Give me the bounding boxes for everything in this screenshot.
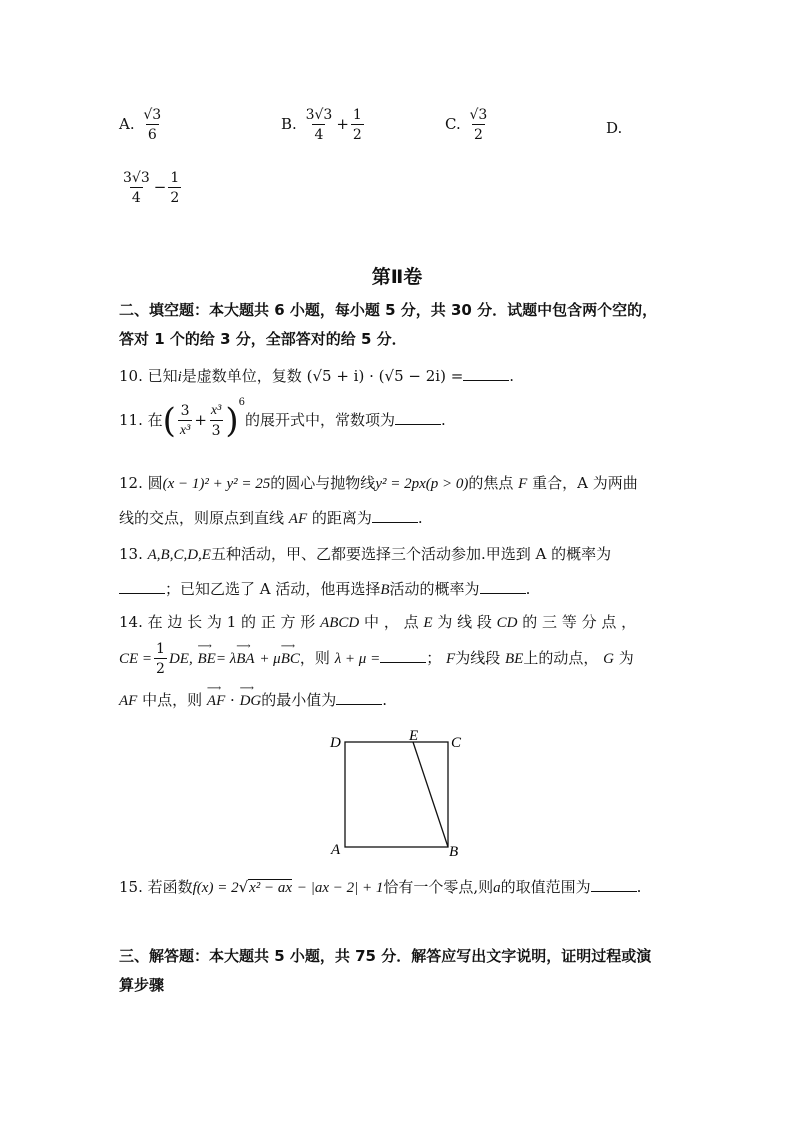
q10-paren-left2: ( — [378, 367, 385, 385]
option-b-label: B. — [281, 115, 297, 133]
q14-BE2: BE — [504, 651, 524, 667]
option-d-denominator: 4 — [130, 187, 143, 205]
q11-end: . — [440, 411, 446, 429]
q14-text7: 上的动点， — [523, 649, 599, 667]
q14-vec-BA — [236, 641, 255, 669]
q10-paren-right: ) — [358, 367, 365, 385]
vector-arrow-icon: ⟶ — [197, 641, 213, 652]
option-b-fraction2 — [351, 108, 364, 142]
option-b-numerator2: 1 — [352, 107, 362, 123]
option-c-fraction — [468, 108, 490, 142]
q13-answer-blank1[interactable] — [119, 579, 165, 594]
q11-prefix: 11. 在 — [119, 411, 163, 429]
q14-BA: BA — [236, 651, 255, 667]
q12-AF: AF — [288, 511, 308, 527]
q10-dot: · — [369, 367, 374, 385]
q14-CE: CE = — [119, 651, 153, 667]
segment-BE — [413, 742, 448, 847]
option-c-numerator: √3 — [469, 107, 488, 123]
q15-f: f(x) = 2 — [192, 880, 239, 896]
option-a-label: A. — [119, 115, 135, 133]
fill-heading-line2: 答对 1 个的给 3 分，全部答对的给 5 分． — [119, 330, 407, 348]
question-12-line2 — [119, 508, 423, 529]
q12-parabola-equation: y² = 2px(p > 0) — [375, 476, 469, 492]
q14-semicolon: ； — [426, 649, 442, 667]
option-a-fraction — [141, 108, 163, 142]
q10-equals: = — [450, 367, 464, 385]
q12-text5: 的距离为 — [311, 509, 372, 527]
q10-answer-blank[interactable] — [463, 366, 509, 381]
q15-rest: − |ax − 2| + 1 — [296, 880, 384, 896]
option-d-denominator2: 2 — [168, 187, 181, 205]
q12-text2: 的焦点 — [468, 474, 514, 492]
option-a-numerator: √3 — [143, 107, 162, 123]
q15-suffix: 的取值范围为 — [500, 878, 591, 896]
q13-text2: ；已知乙选了 A 活动，他再选择 — [165, 580, 381, 598]
q14-vec-DG — [239, 683, 262, 711]
question-14-line3 — [119, 683, 388, 711]
q11-num1: 3 — [180, 403, 190, 419]
q11-answer-blank[interactable] — [395, 410, 441, 425]
option-d-label: D. — [606, 119, 623, 137]
q13-text3: 活动的概率为 — [389, 580, 480, 598]
option-c — [445, 108, 491, 142]
option-d-numerator2: 1 — [170, 170, 180, 186]
q11-den1: x³ — [178, 420, 192, 438]
option-d-numerator: 3√3 — [123, 170, 150, 186]
vector-arrow-icon: ⟶ — [206, 683, 223, 694]
q15-end: . — [636, 878, 642, 896]
solve-heading-line1: 三、解答题：本大题共 5 小题，共 75 分．解答应写出文字说明，证明过程或演 — [119, 947, 652, 965]
q14-lambda-mu: λ + μ = — [334, 651, 381, 667]
q10-expr1: √5 + i — [312, 367, 359, 385]
q14-text6: 为线段 — [455, 649, 501, 667]
q13-vars: A,B,C,D,E — [147, 547, 211, 563]
q14-text1: 14. 在 边 长 为 1 的 正 方 形 — [119, 613, 316, 631]
question-13-line1 — [119, 544, 611, 565]
square-ABCD — [345, 742, 448, 847]
q14-vec-AF — [206, 683, 226, 711]
q14-answer-blank2[interactable] — [336, 690, 382, 705]
option-d-fraction2 — [168, 171, 181, 205]
q14-vec-BE — [197, 641, 216, 669]
option-d — [119, 171, 183, 205]
square-figure — [320, 725, 480, 865]
option-d-fraction1 — [121, 171, 152, 205]
label-E: E — [409, 728, 419, 744]
q12-text3: 重合，A 为两曲 — [532, 474, 638, 492]
q11-suffix: 的展开式中，常数项为 — [244, 411, 395, 429]
question-13-line2 — [119, 579, 530, 600]
question-15 — [119, 877, 641, 898]
q11-paren-right: ) — [225, 401, 239, 441]
q10-prefix: 10. 已知 — [119, 367, 178, 385]
q14-answer-blank1[interactable] — [380, 648, 426, 663]
label-C: C — [451, 735, 462, 751]
option-c-denominator: 2 — [472, 124, 485, 142]
fill-heading-line1: 二、填空题：本大题共 6 小题，每小题 5 分，共 30 分．试题中包含两个空的， — [119, 301, 658, 319]
q11-plus: + — [194, 411, 207, 429]
q14-eq2: = λ — [215, 651, 237, 667]
q15-radicand: x² − ax — [249, 880, 293, 896]
label-A: A — [331, 842, 341, 858]
vector-arrow-icon: ⟶ — [280, 641, 297, 652]
q11-frac1 — [178, 404, 192, 438]
q13-end: . — [525, 580, 531, 598]
q14-G: G — [603, 651, 614, 667]
q14-F: F — [446, 651, 456, 667]
q15-mid: 恰有一个零点,则 — [383, 878, 494, 896]
option-b-denominator: 4 — [312, 124, 325, 142]
q13-B: B — [380, 582, 390, 598]
q11-frac2 — [209, 404, 223, 438]
q14-text2: 中 ， 点 — [364, 613, 419, 631]
option-a — [119, 108, 165, 142]
q14-BE: BE — [197, 651, 216, 667]
q10-end: . — [509, 367, 515, 385]
q12-F: F — [518, 476, 528, 492]
q14-half-num: 1 — [156, 641, 165, 657]
section-title: 第Ⅱ卷 — [371, 266, 423, 288]
q14-text9: 中点，则 — [142, 691, 203, 709]
q14-CD: CD — [496, 615, 518, 631]
q14-DG-vec: DG — [239, 693, 262, 709]
q10-mid: 是虚数单位，复数 — [181, 367, 302, 385]
q14-ABCD: ABCD — [320, 615, 360, 631]
q13-answer-blank2[interactable] — [480, 579, 526, 594]
q14-E: E — [423, 615, 433, 631]
option-b-plus: + — [336, 115, 349, 133]
q14-half-den: 2 — [154, 658, 167, 676]
q14-end: . — [382, 691, 388, 709]
q11-power: 6 — [238, 397, 245, 408]
option-b-denominator2: 2 — [351, 124, 364, 142]
q15-answer-blank[interactable] — [591, 877, 637, 892]
q14-text4: 的 三 等 分 点 ， — [522, 613, 637, 631]
q14-DE: DE, — [168, 651, 193, 667]
q15-prefix: 15. 若函数 — [119, 878, 193, 896]
question-14-line2 — [119, 642, 634, 676]
q14-BC: BC — [280, 651, 300, 667]
q14-dot: · — [230, 691, 235, 709]
option-d-minus: − — [153, 178, 167, 196]
q14-AF-vec: AF — [206, 693, 226, 709]
q10-i: i — [177, 369, 182, 385]
sqrt-icon: √ — [238, 878, 249, 896]
q11-den2: 3 — [210, 420, 223, 438]
q10-paren-left: ( — [306, 367, 313, 385]
vector-arrow-icon: ⟶ — [236, 641, 252, 652]
q11-paren-left: ( — [162, 401, 176, 441]
q15-a: a — [493, 880, 501, 896]
label-D: D — [330, 735, 341, 751]
option-a-denominator: 6 — [146, 124, 159, 142]
q12-end: . — [417, 509, 423, 527]
vector-arrow-icon: ⟶ — [239, 683, 255, 694]
q14-vec-BC — [280, 641, 300, 669]
question-12-line1 — [119, 473, 638, 494]
q12-text1: 的圆心与抛物线 — [270, 474, 376, 492]
q12-text4: 线的交点，则原点到直线 — [119, 509, 285, 527]
solve-heading-line2: 算步骤 — [119, 976, 165, 994]
q12-answer-blank[interactable] — [372, 508, 418, 523]
question-10 — [119, 366, 514, 387]
option-b — [281, 108, 366, 142]
q14-half — [154, 642, 167, 676]
q11-num2: x³ — [210, 403, 222, 418]
q12-circle-equation: (x − 1)² + y² = 25 — [162, 476, 271, 492]
q14-text8: 为 — [618, 649, 634, 667]
q14-text10: 的最小值为 — [261, 691, 337, 709]
label-B: B — [449, 844, 459, 860]
q13-text1: 五种活动，甲、乙都要选择三个活动参加.甲选到 A 的概率为 — [210, 545, 612, 563]
option-b-numerator: 3√3 — [305, 107, 333, 123]
option-c-label: C. — [445, 115, 461, 133]
question-11 — [119, 397, 446, 441]
question-14-line1 — [119, 612, 636, 633]
q14-text3: 为 线 段 — [437, 613, 492, 631]
option-b-fraction1 — [304, 108, 335, 142]
q14-text5: ，则 — [299, 649, 330, 667]
q14-plus-mu: + μ — [259, 651, 281, 667]
q14-AF: AF — [119, 693, 138, 709]
q10-expr2: √5 − 2i — [384, 367, 441, 385]
q13-prefix: 13. — [119, 545, 143, 563]
q10-paren-right2: ) — [440, 367, 446, 385]
q12-prefix: 12. 圆 — [119, 474, 163, 492]
